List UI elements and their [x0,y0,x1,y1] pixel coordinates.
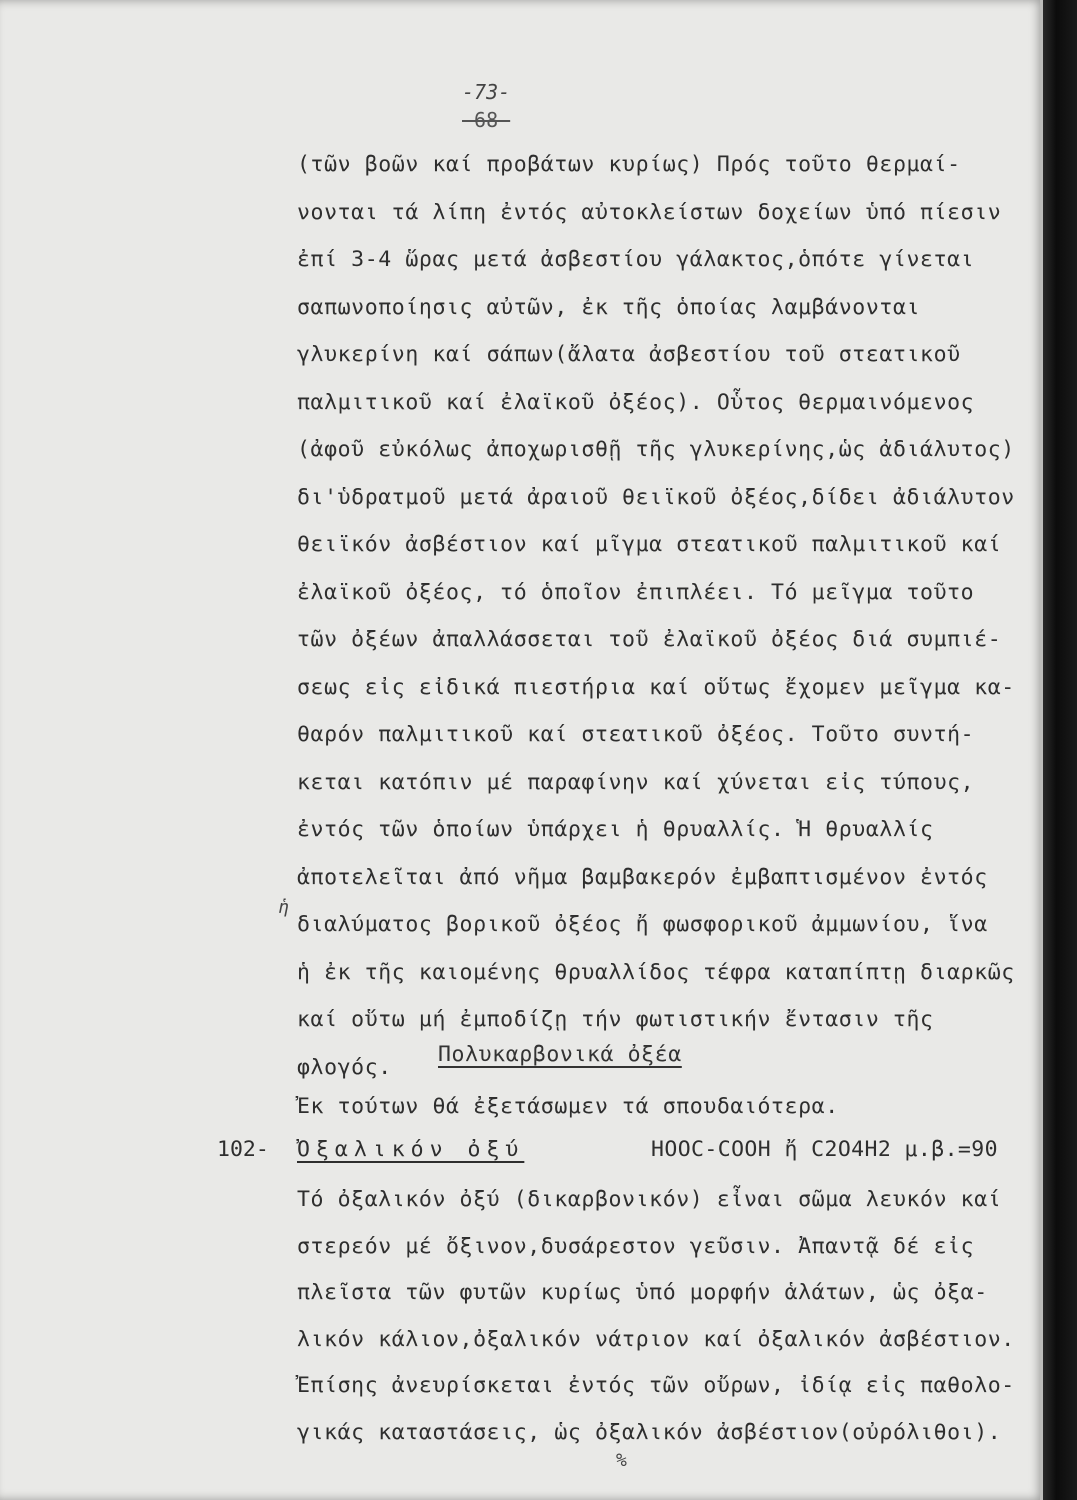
entry-text-line: λικόν κάλιον,ὀξαλικόν νάτριον καί ὀξαλικόν ἀσβέστιον. [297,1326,1015,1352]
entry-title: Ὀξαλικόν ὀξύ [297,1137,525,1162]
bottom-mark: % [616,1450,627,1471]
text-line: νονται τά λίπη ἐντός αὐτοκλείστων δοχείων ὑπό πίεσιν [297,199,1002,225]
text-line: ἐλαϊκοῦ ὀξέος, τό ὁποῖον ἐπιπλέει. Τό μεῖγμα τοῦτο [297,579,975,605]
section-intro: Ἐκ τούτων θά ἐξετάσωμεν τά σπουδαιότερα. [297,1094,839,1119]
entry-number: 102- [217,1137,269,1162]
text-line: δι'ὑδρατμοῦ μετά ἀραιοῦ θειϊκοῦ ὀξέος,δίδει ἀδιάλυτον [297,484,1015,510]
page-number: -73- [462,80,511,104]
text-line: φλογός. [297,1054,392,1080]
entry-text-line: πλεῖστα τῶν φυτῶν κυρίως ὑπό μορφήν ἁλάτων, ὡς ὀξα- [297,1280,988,1305]
entry-text-line: Ἐπίσης ἀνευρίσκεται ἐντός τῶν οὔρων, ἰδίᾳ εἰς παθολο- [297,1373,1015,1398]
text-line: (τῶν βοῶν καί προβάτων κυρίως) Πρός τοῦτο θερμαί- [297,152,961,177]
text-line: ἐντός τῶν ὁποίων ὑπάρχει ἡ θρυαλλίς. Ἡ θρυαλλίς [297,817,934,842]
text-line: κεται κατόπιν μέ παραφίνην καί χύνεται εἰς τύπους, [297,769,975,795]
text-line: τῶν ὀξέων ἀπαλλάσσεται τοῦ ἐλαϊκοῦ ὀξέος διά συμπιέ- [297,627,1002,652]
entry-text-line: Τό ὀξαλικόν ὀξύ (δικαρβονικόν) εἶναι σῶμα λευκόν καί [297,1187,1002,1212]
text-line: διαλύματος βορικοῦ ὀξέος ἤ φωσφορικοῦ ἀμμωνίου, ἵνα [297,912,988,937]
text-line: ἀποτελεῖται ἀπό νῆμα βαμβακερόν ἐμβαπτισμένον ἐντός [297,864,988,890]
section-heading: Πολυκαρβονικά ὀξέα [438,1042,682,1067]
text-line: καί οὕτω μή ἐμποδίζῃ τήν φωτιστικήν ἔντασιν τῆς [297,1007,934,1032]
text-line: ἐπί 3-4 ὥρας μετά ἀσβεστίου γάλακτος,ὁπότε γίνεται [297,247,975,272]
old-page-number: -68- [462,108,511,132]
entry-text-line: γικάς καταστάσεις, ὡς ὀξαλικόν ἀσβέστιον(οὐρόλιθοι). [297,1419,1002,1445]
text-line: θαρόν παλμιτικοῦ καί στεατικοῦ ὀξέος. Τοῦτο συντή- [297,722,975,747]
entry-formula: HOOC-COOH ἤ C2O4H2 μ.β.=90 [651,1137,998,1162]
text-line: ἡ ἐκ τῆς καιομένης θρυαλλίδος τέφρα καταπίπτῃ διαρκῶς [297,959,1015,985]
margin-annotation: ἡ [278,897,289,918]
entry-text-line: στερεόν μέ ὄξινον,δυσάρεστον γεῦσιν. Ἀπαντᾷ δέ εἰς [297,1233,975,1259]
text-line: σεως εἰς εἰδικά πιεστήρια καί οὕτως ἔχομεν μεῖγμα κα- [297,674,1015,700]
text-line: γλυκερίνη καί σάπων(ἄλατα ἀσβεστίου τοῦ στεατικοῦ [297,342,961,367]
binding-edge [1043,0,1077,1500]
text-line: παλμιτικοῦ καί ἐλαϊκοῦ ὀξέος). Οὗτος θερμαινόμενος [297,389,975,415]
text-line: θειϊκόν ἀσβέστιον καί μῖγμα στεατικοῦ παλμιτικοῦ καί [297,532,1002,557]
text-line: (ἀφοῦ εὐκόλως ἀποχωρισθῇ τῆς γλυκερίνης,ὡς ἀδιάλυτος) [297,437,1015,462]
text-line: σαπωνοποίησις αὐτῶν, ἐκ τῆς ὁποίας λαμβάνονται [297,294,921,320]
